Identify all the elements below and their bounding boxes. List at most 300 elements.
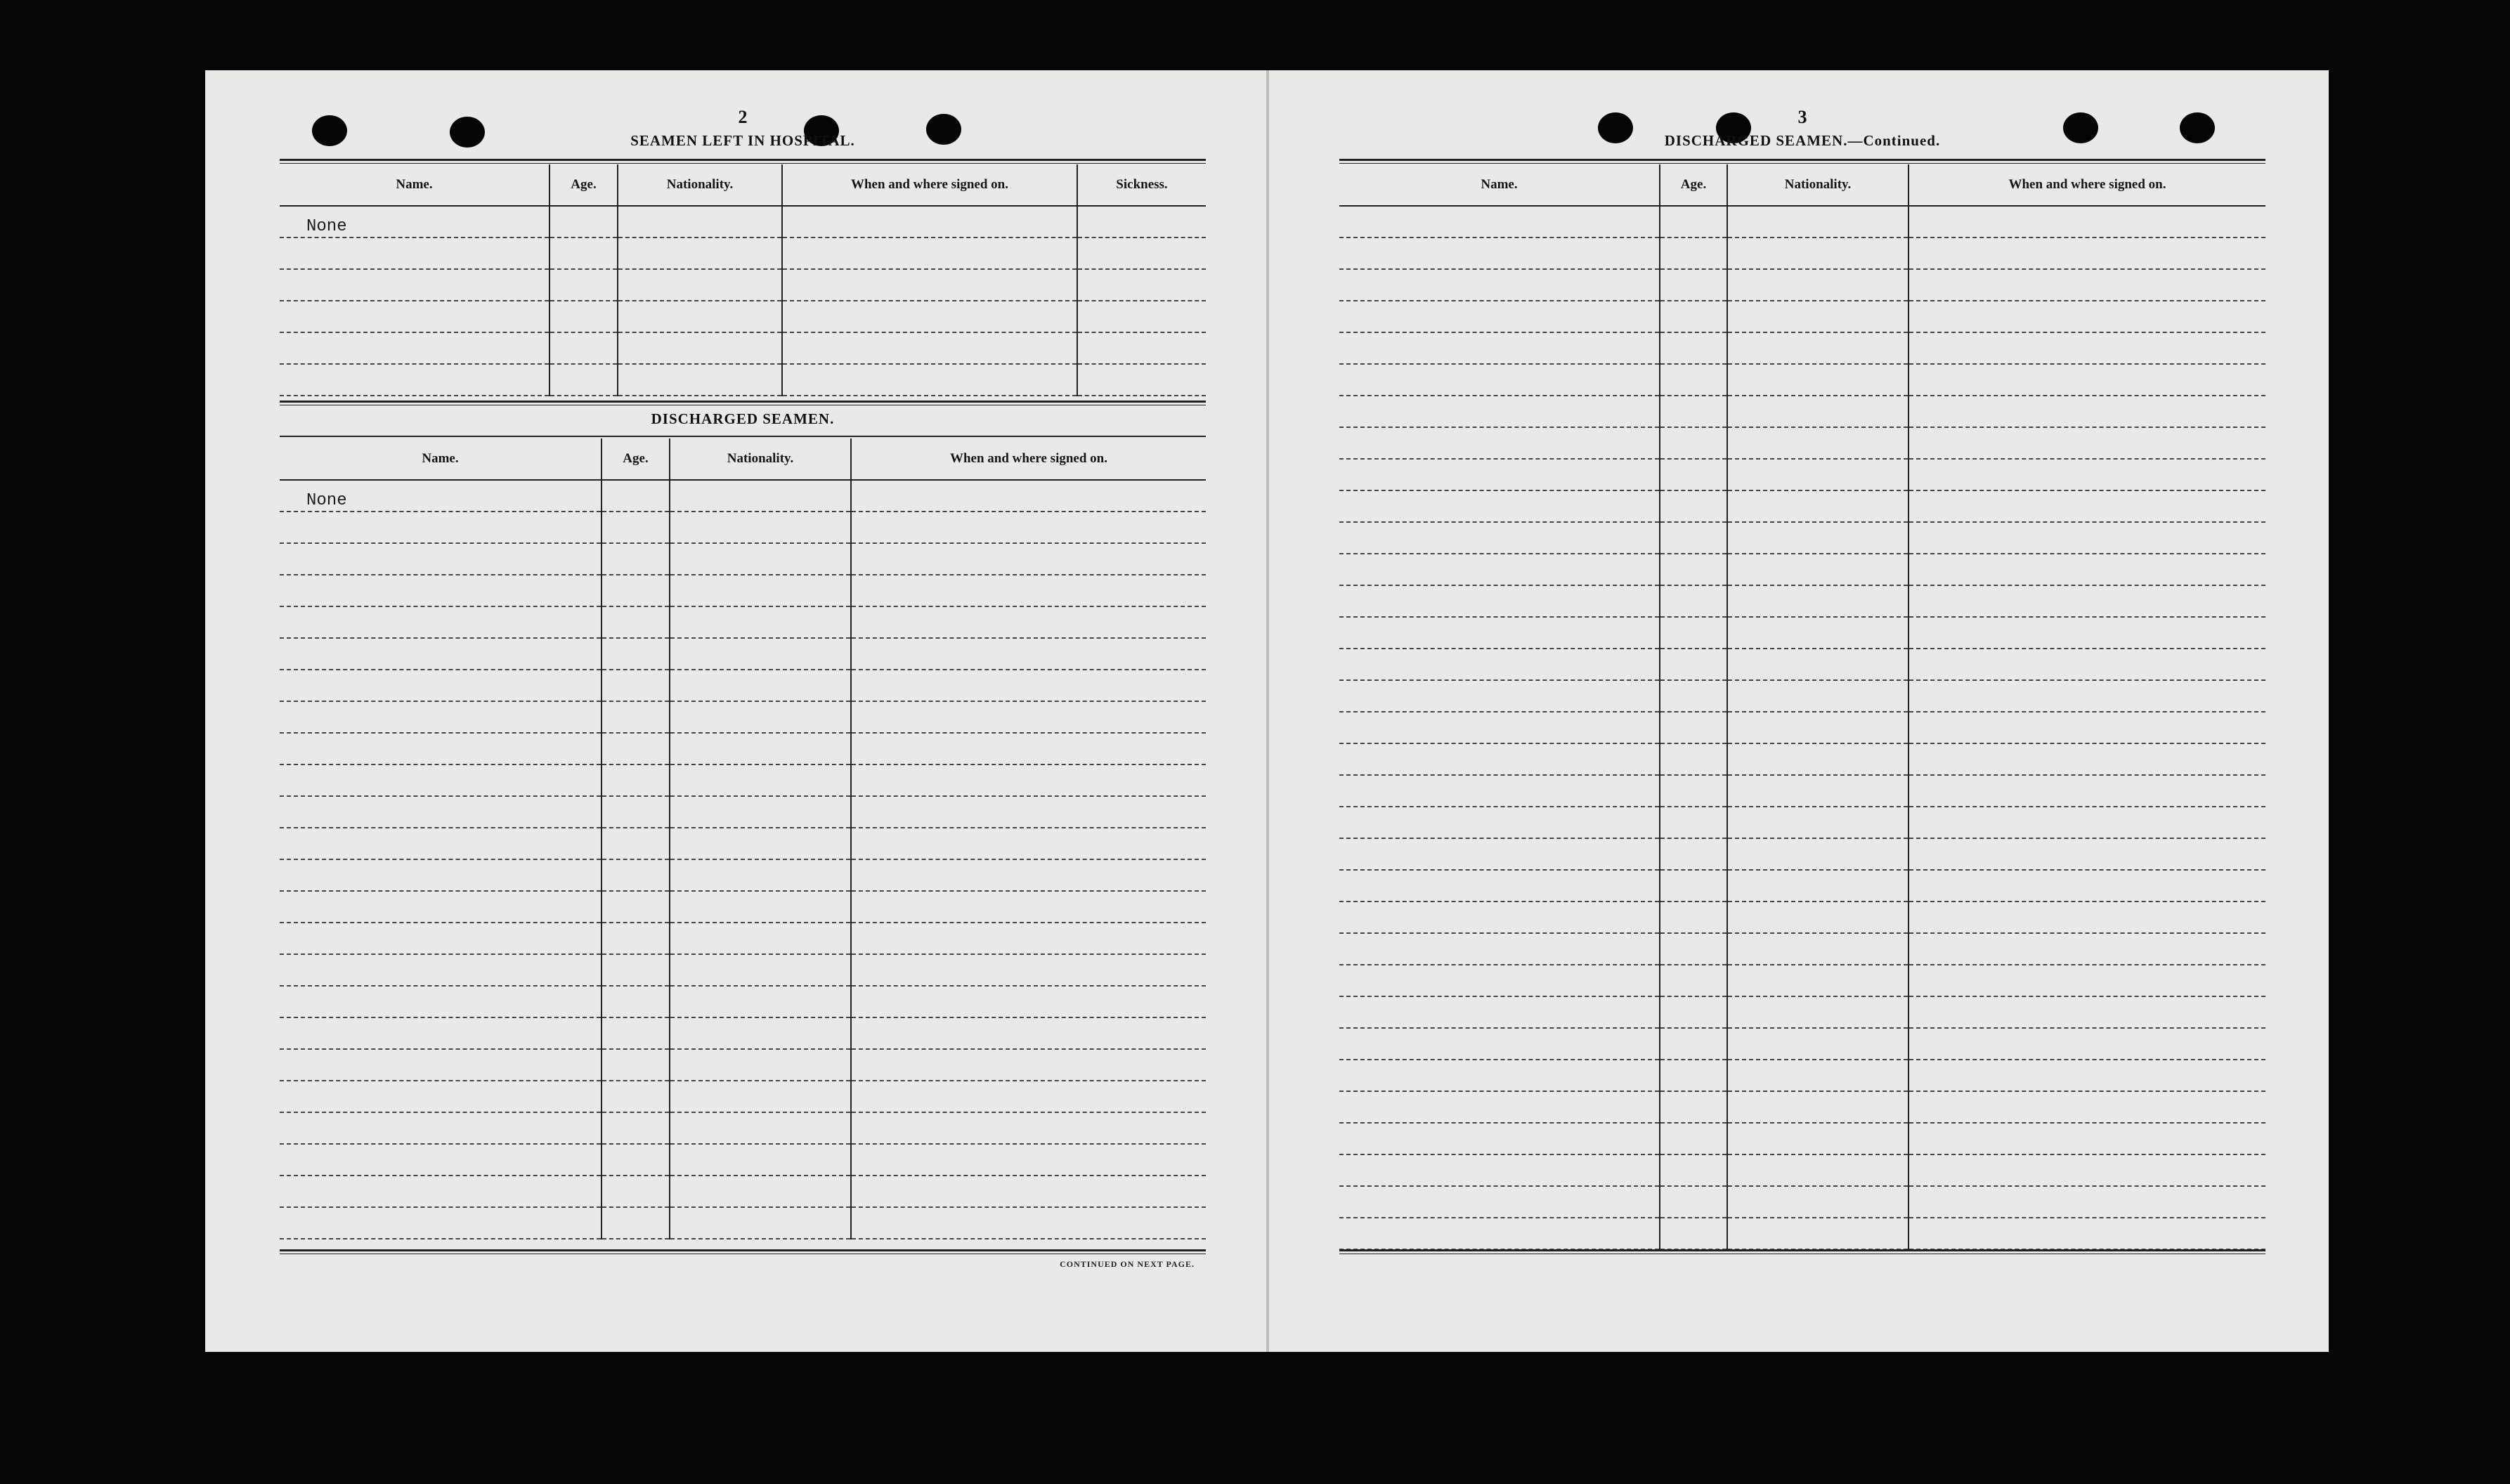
- table-cell: [1339, 1186, 1660, 1218]
- table-row: [1339, 269, 2265, 301]
- table-cell: [618, 332, 782, 364]
- table-cell: [782, 237, 1077, 269]
- header-rule: [280, 159, 1206, 164]
- table-row: [1339, 680, 2265, 712]
- table-cell: [1908, 933, 2265, 965]
- table-cell: [851, 986, 1206, 1017]
- table-cell: [602, 954, 670, 986]
- table-cell: [280, 764, 602, 796]
- table-cell: [670, 575, 851, 606]
- table-cell: [1908, 807, 2265, 838]
- table-cell: [1339, 870, 1660, 902]
- table-cell: [1339, 522, 1660, 554]
- column-header: Age.: [602, 438, 670, 480]
- table-cell: [1908, 1218, 2265, 1249]
- table-cell: [1727, 301, 1908, 332]
- table-cell: [851, 764, 1206, 796]
- table-row: [1339, 1154, 2265, 1186]
- table-cell: [1077, 301, 1206, 332]
- table-cell: [1660, 712, 1727, 743]
- page-number: 3: [1797, 107, 1807, 127]
- table-cell: [618, 364, 782, 396]
- table-cell: [670, 638, 851, 670]
- table-cell: [280, 575, 602, 606]
- table-cell: [1908, 870, 2265, 902]
- table-cell: [1339, 364, 1660, 396]
- table-cell: [1339, 1154, 1660, 1186]
- table-cell: [1660, 585, 1727, 617]
- table-cell: [1727, 522, 1908, 554]
- table-cell: [1339, 996, 1660, 1028]
- table-cell: [851, 575, 1206, 606]
- table-cell: [670, 1176, 851, 1207]
- table-cell: [1908, 1154, 2265, 1186]
- table-cell: [1908, 902, 2265, 933]
- table-cell: [1727, 427, 1908, 459]
- table-cell: [280, 606, 602, 638]
- table-row: [280, 1112, 1206, 1144]
- table-row: [1339, 807, 2265, 838]
- table-cell: [1660, 902, 1727, 933]
- table-cell: [1660, 301, 1727, 332]
- table-cell: [1660, 870, 1727, 902]
- table-cell: [1660, 996, 1727, 1028]
- table-cell: [1727, 554, 1908, 585]
- table-cell: [602, 859, 670, 891]
- table-cell: [1660, 649, 1727, 680]
- table-cell: [618, 237, 782, 269]
- table-row: [280, 701, 1206, 733]
- table-cell: [1727, 965, 1908, 996]
- table-row: [1339, 902, 2265, 933]
- table-cell: [280, 301, 550, 332]
- table-cell: [602, 986, 670, 1017]
- table-cell: [782, 332, 1077, 364]
- table-cell: [1908, 206, 2265, 237]
- table-cell: [280, 986, 602, 1017]
- table-row: [280, 923, 1206, 954]
- table-cell: [280, 364, 550, 396]
- table-cell: [280, 670, 602, 701]
- table-cell: [851, 1144, 1206, 1176]
- table-row: [1339, 554, 2265, 585]
- table-cell: [1339, 554, 1660, 585]
- table-cell: [1727, 807, 1908, 838]
- table-cell: [670, 480, 851, 512]
- table-cell: [1339, 807, 1660, 838]
- table-cell: [670, 764, 851, 796]
- table-row: [280, 1176, 1206, 1207]
- table-cell: [280, 237, 550, 269]
- table-cell: [1727, 237, 1908, 269]
- table-cell: [1339, 301, 1660, 332]
- table-cell: [1908, 364, 2265, 396]
- table-cell: [602, 575, 670, 606]
- table-cell: [1727, 490, 1908, 522]
- table-cell: [1339, 743, 1660, 775]
- table-row: [280, 1049, 1206, 1081]
- continued-note: CONTINUED ON NEXT PAGE.: [1060, 1259, 1195, 1269]
- table-cell: [280, 1144, 602, 1176]
- table-cell: [1660, 206, 1727, 237]
- table-cell: [280, 954, 602, 986]
- column-header: Nationality.: [1727, 164, 1908, 206]
- table-row: [1339, 1218, 2265, 1249]
- table-cell: [1660, 237, 1727, 269]
- table-cell: [1908, 617, 2265, 649]
- table-row: [280, 480, 1206, 512]
- table-cell: [851, 543, 1206, 575]
- table-row: [280, 828, 1206, 859]
- table-cell: [670, 606, 851, 638]
- table-cell: [670, 543, 851, 575]
- table-cell: [602, 733, 670, 764]
- table-cell: [851, 954, 1206, 986]
- table-cell: [280, 638, 602, 670]
- table-cell: [851, 891, 1206, 923]
- table-cell: [602, 1144, 670, 1176]
- table-cell: [1077, 206, 1206, 237]
- table-cell: [1660, 427, 1727, 459]
- table-cell: [851, 480, 1206, 512]
- table-cell: [1660, 617, 1727, 649]
- table-cell: [1727, 396, 1908, 427]
- table-cell: [1727, 743, 1908, 775]
- table-row: [1339, 490, 2265, 522]
- table-cell: [1660, 1060, 1727, 1091]
- table-row: [280, 606, 1206, 638]
- table-row: [1339, 364, 2265, 396]
- table-cell: [851, 1112, 1206, 1144]
- table-cell: [618, 301, 782, 332]
- table-cell: [1077, 332, 1206, 364]
- table-row: [280, 954, 1206, 986]
- table-cell: [1727, 459, 1908, 490]
- table-cell: [1727, 1186, 1908, 1218]
- table-cell: [670, 701, 851, 733]
- table-cell: [1077, 269, 1206, 301]
- table-cell: [550, 301, 618, 332]
- table-cell: [1908, 427, 2265, 459]
- table-row: [280, 575, 1206, 606]
- table-cell: [851, 733, 1206, 764]
- table-cell: [602, 828, 670, 859]
- header-rule: [280, 436, 1206, 437]
- table-cell: [1660, 490, 1727, 522]
- table-cell: [1727, 332, 1908, 364]
- table-cell: [280, 1176, 602, 1207]
- table-cell: [1727, 1060, 1908, 1091]
- table-row: [280, 1081, 1206, 1112]
- table-cell: [280, 701, 602, 733]
- table-row: [280, 364, 1206, 396]
- table-cell: [1339, 775, 1660, 807]
- column-header: Age.: [550, 164, 618, 206]
- table-cell: [670, 859, 851, 891]
- table-cell: [1908, 1028, 2265, 1060]
- table-cell: [602, 670, 670, 701]
- table-row: [280, 237, 1206, 269]
- table-cell: [602, 923, 670, 954]
- table-row: [1339, 332, 2265, 364]
- table-cell: [782, 301, 1077, 332]
- table-cell: [851, 1017, 1206, 1049]
- table-cell: [1727, 712, 1908, 743]
- table-row: [280, 1017, 1206, 1049]
- table-cell: [1339, 332, 1660, 364]
- table-cell: [1908, 554, 2265, 585]
- table-row: [1339, 427, 2265, 459]
- table-row: [1339, 933, 2265, 965]
- table-cell: [1077, 364, 1206, 396]
- table-cell: [670, 1207, 851, 1239]
- table-cell: [280, 1049, 602, 1081]
- table-cell: [602, 512, 670, 543]
- table-cell: [670, 733, 851, 764]
- open-ledger-sheet: [205, 70, 2329, 1352]
- table-cell: [602, 1176, 670, 1207]
- table-cell: [280, 923, 602, 954]
- table-cell: [602, 1112, 670, 1144]
- table-cell: [1908, 775, 2265, 807]
- table-cell: [602, 1081, 670, 1112]
- table-cell: [1727, 585, 1908, 617]
- table-cell: [1727, 1028, 1908, 1060]
- section-divider-rule: [280, 401, 1206, 405]
- table-cell: [1908, 522, 2265, 554]
- table-cell: [851, 1049, 1206, 1081]
- table-cell: [1727, 838, 1908, 870]
- table-cell: [550, 332, 618, 364]
- table-cell: [550, 237, 618, 269]
- table-cell: [1908, 1091, 2265, 1123]
- table-cell: [1660, 396, 1727, 427]
- table-row: [280, 891, 1206, 923]
- table-row: [1339, 1091, 2265, 1123]
- table-row: [1339, 396, 2265, 427]
- table-cell: [1908, 301, 2265, 332]
- table-cell: [670, 796, 851, 828]
- table-cell: [1908, 332, 2265, 364]
- table-row: [280, 269, 1206, 301]
- table-cell: [851, 638, 1206, 670]
- table-cell: [550, 206, 618, 237]
- table-row: [280, 512, 1206, 543]
- table-row: [1339, 1028, 2265, 1060]
- table-row: [280, 764, 1206, 796]
- table-cell: [550, 269, 618, 301]
- table-cell: [1660, 1218, 1727, 1249]
- column-header: Name.: [280, 164, 550, 206]
- table-cell: [851, 1176, 1206, 1207]
- left-page: [280, 70, 1206, 1352]
- table-cell: [782, 206, 1077, 237]
- table-cell: [1660, 743, 1727, 775]
- table-cell: [1908, 1060, 2265, 1091]
- table-cell: [280, 332, 550, 364]
- table-cell: [670, 670, 851, 701]
- table-cell: [1727, 617, 1908, 649]
- table-cell: [670, 923, 851, 954]
- table-cell: [851, 796, 1206, 828]
- table-cell: [602, 543, 670, 575]
- table-row: [1339, 1123, 2265, 1154]
- table-cell: [670, 954, 851, 986]
- table-cell: [1339, 459, 1660, 490]
- table-cell: [1339, 206, 1660, 237]
- table-cell: [1339, 396, 1660, 427]
- table-cell: [1908, 1186, 2265, 1218]
- table-cell: [1660, 1186, 1727, 1218]
- table-cell: [1908, 459, 2265, 490]
- table-row: [280, 670, 1206, 701]
- table-cell: [1339, 933, 1660, 965]
- table-cell: [602, 701, 670, 733]
- table-cell: [1660, 1154, 1727, 1186]
- table-cell: [1908, 490, 2265, 522]
- table-cell: [1660, 965, 1727, 996]
- table-cell: [782, 269, 1077, 301]
- table-cell: None: [280, 206, 550, 237]
- table-cell: [1908, 396, 2265, 427]
- table-row: [1339, 870, 2265, 902]
- table-row: [1339, 1060, 2265, 1091]
- table-cell: [851, 1207, 1206, 1239]
- table-row: [1339, 1186, 2265, 1218]
- table-cell: [851, 670, 1206, 701]
- table-cell: [280, 1081, 602, 1112]
- table-cell: [851, 828, 1206, 859]
- table-cell: [1660, 1091, 1727, 1123]
- center-fold: [1266, 70, 1269, 1352]
- table-cell: [1908, 838, 2265, 870]
- table-row: [1339, 459, 2265, 490]
- table-row: [1339, 996, 2265, 1028]
- table-cell: [670, 986, 851, 1017]
- table-row: [280, 301, 1206, 332]
- table-row: [280, 332, 1206, 364]
- column-header: Nationality.: [618, 164, 782, 206]
- table-cell: [1727, 1218, 1908, 1249]
- table-row: [280, 206, 1206, 237]
- table-row: [1339, 301, 2265, 332]
- column-header: Sickness.: [1077, 164, 1206, 206]
- table-cell: [1727, 870, 1908, 902]
- table-cell: [1727, 775, 1908, 807]
- table-cell: [1908, 585, 2265, 617]
- table-cell: [1339, 838, 1660, 870]
- table-cell: [1339, 617, 1660, 649]
- table-row: [280, 733, 1206, 764]
- table-cell: [280, 269, 550, 301]
- table-cell: [1660, 332, 1727, 364]
- table-cell: [851, 701, 1206, 733]
- table-cell: [1727, 364, 1908, 396]
- table-cell: [1660, 838, 1727, 870]
- table-cell: [1908, 680, 2265, 712]
- bottom-rule: [1339, 1249, 2265, 1254]
- table-cell: [1339, 680, 1660, 712]
- table-cell: [1339, 1060, 1660, 1091]
- table-cell: [1660, 807, 1727, 838]
- table-cell: [670, 512, 851, 543]
- table-row: [1339, 617, 2265, 649]
- discharged-continued-title: DISCHARGED SEAMEN.—Continued.: [1664, 132, 1941, 149]
- table-cell: [670, 1017, 851, 1049]
- table-cell: [1660, 269, 1727, 301]
- table-cell: [602, 1207, 670, 1239]
- table-row: [1339, 743, 2265, 775]
- table-row: [280, 796, 1206, 828]
- table-cell: [602, 891, 670, 923]
- table-cell: [1660, 933, 1727, 965]
- table-cell: [280, 859, 602, 891]
- table-cell: [1339, 237, 1660, 269]
- table-cell: [602, 606, 670, 638]
- table-row: [1339, 712, 2265, 743]
- table-cell: [1908, 743, 2265, 775]
- table-cell: [602, 480, 670, 512]
- table-cell: [670, 891, 851, 923]
- seamen-left-in-hospital-table: [280, 164, 1206, 396]
- table-row: [1339, 585, 2265, 617]
- table-cell: [1727, 1091, 1908, 1123]
- column-header: Age.: [1660, 164, 1727, 206]
- table-cell: [602, 796, 670, 828]
- table-cell: [851, 923, 1206, 954]
- table-cell: [280, 1017, 602, 1049]
- table-cell: [1727, 902, 1908, 933]
- table-cell: [1339, 1123, 1660, 1154]
- discharged-section-title: DISCHARGED SEAMEN.: [651, 410, 835, 427]
- table-cell: [1660, 1028, 1727, 1060]
- table-cell: [851, 606, 1206, 638]
- column-header: Nationality.: [670, 438, 851, 480]
- table-cell: [1660, 680, 1727, 712]
- table-cell: [851, 1081, 1206, 1112]
- table-cell: [1660, 459, 1727, 490]
- discharged-seamen-continued-table: [1339, 164, 2265, 1250]
- table-cell: [670, 1112, 851, 1144]
- table-cell: [550, 364, 618, 396]
- table-cell: [1339, 649, 1660, 680]
- page-number: 2: [738, 107, 748, 127]
- table-cell: [1660, 554, 1727, 585]
- table-cell: [1908, 1123, 2265, 1154]
- table-cell: [1660, 522, 1727, 554]
- table-cell: [602, 764, 670, 796]
- header-rule: [1339, 159, 2265, 164]
- discharged-seamen-table: [280, 438, 1206, 1239]
- table-cell: [1908, 965, 2265, 996]
- table-cell: [1339, 902, 1660, 933]
- table-cell: [670, 1049, 851, 1081]
- table-row: [1339, 838, 2265, 870]
- column-header: When and where signed on.: [851, 438, 1206, 480]
- column-header: When and where signed on.: [782, 164, 1077, 206]
- table-cell: [782, 364, 1077, 396]
- table-cell: [1339, 585, 1660, 617]
- table-cell: [1339, 1091, 1660, 1123]
- table-row: [1339, 237, 2265, 269]
- table-cell: [1077, 237, 1206, 269]
- table-cell: [670, 1144, 851, 1176]
- table-cell: [1339, 490, 1660, 522]
- table-cell: [280, 1112, 602, 1144]
- table-cell: [851, 859, 1206, 891]
- table-row: [280, 1207, 1206, 1239]
- table-cell: [280, 828, 602, 859]
